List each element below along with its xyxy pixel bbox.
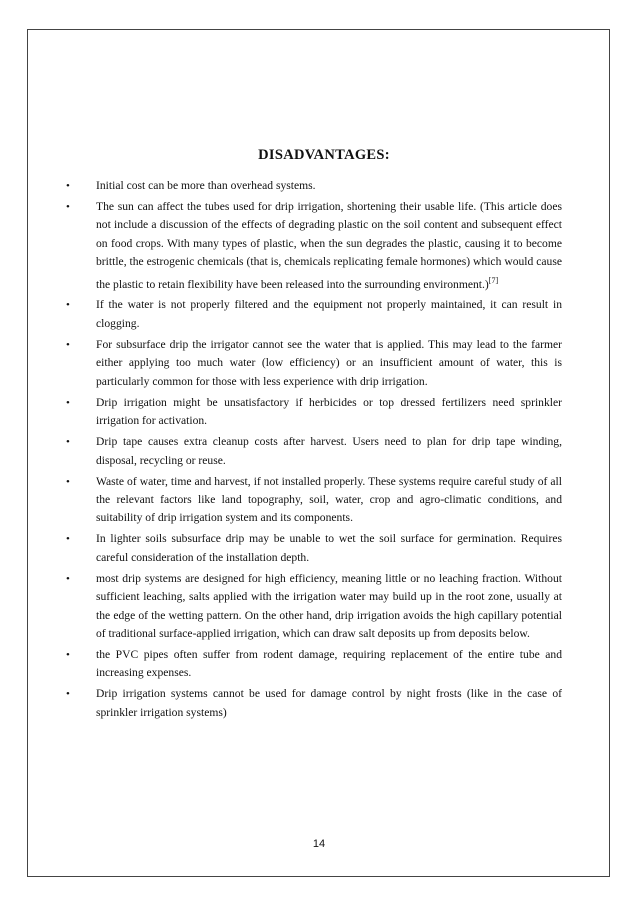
list-item-text: In lighter soils subsurface drip may be unable to wet the soil surface for germination. Requires careful consideration of the installation depth. [96,532,562,564]
bullet-icon: • [66,338,70,351]
bullet-icon: • [66,201,70,213]
disadvantages-list [66,177,562,725]
bullet-icon: • [66,436,70,449]
bullet-icon: • [66,688,70,701]
list-item-text: The sun can affect the tubes used for drip irrigation, shortening their usable life. (This article does not include a discussion of the effects of degrading plastic on the soil content and subsequent effect on food crops. With many types of plastic, when the sun degrades the plastic, causing it to become brittle, the estrogenic chemicals (that is, chemicals replicating female hormones) which would cause the plastic to retain flexibility have been released into the surrounding environment.) [96,200,562,291]
bullet-icon: • [66,396,70,409]
bullet-icon: • [66,533,70,546]
section-heading: DISADVANTAGES: [258,147,390,163]
list-item [66,198,562,294]
list-item [66,646,562,683]
list-item [66,296,562,333]
citation-ref[interactable]: [7] [488,275,499,285]
list-item [66,473,562,528]
list-item [66,570,562,644]
list-item [66,394,562,431]
bullet-icon: • [66,299,70,312]
list-item-text: most drip systems are designed for high efficiency, meaning little or no leaching fraction. Without sufficient leaching, salts applied with the irrigation water may build up in the root zone, usually at the edge of the wetting pattern. On the other hand, drip irrigation avoids the high capillary potential of traditional surface-applied irrigation, which can draw salt deposits up from deposits below. [96,571,562,640]
list-item-text: Drip tape causes extra cleanup costs after harvest. Users need to plan for drip tape winding, disposal, recycling or reuse. [96,435,562,467]
bullet-icon: • [66,572,70,585]
list-item [66,685,562,722]
bullet-icon: • [66,180,70,192]
list-item-text: Initial cost can be more than overhead systems. [96,179,316,192]
list-item-text: Waste of water, time and harvest, if not installed properly. These systems require careful study of all the relevant factors like land topography, soil, water, crop and agro-climatic conditions, and suitability of drip irrigation system and its components. [96,474,562,525]
list-item-text: Drip irrigation systems cannot be used for damage control by night frosts (like in the case of sprinkler irrigation systems) [96,687,562,719]
list-item-text: If the water is not properly filtered and the equipment not properly maintained, it can result in clogging. [96,298,562,330]
list-item-text: Drip irrigation might be unsatisfactory if herbicides or top dressed fertilizers need sprinkler irrigation for activation. [96,395,562,428]
list-item-text: For subsurface drip the irrigator cannot see the water that is applied. This may lead to the farmer either applying too much water (low efficiency) or an insufficient amount of water, this is particularly common for those with less experience with drip irrigation. [96,337,562,388]
page-number: 14 [312,838,326,850]
bullet-icon: • [66,648,70,661]
bullet-icon: • [66,475,70,488]
list-item-text: the PVC pipes often suffer from rodent damage, requiring replacement of the entire tube and increasing expenses. [96,647,562,680]
list-item [66,177,562,195]
list-item [66,433,562,470]
list-item [66,336,562,391]
list-item [66,530,562,567]
